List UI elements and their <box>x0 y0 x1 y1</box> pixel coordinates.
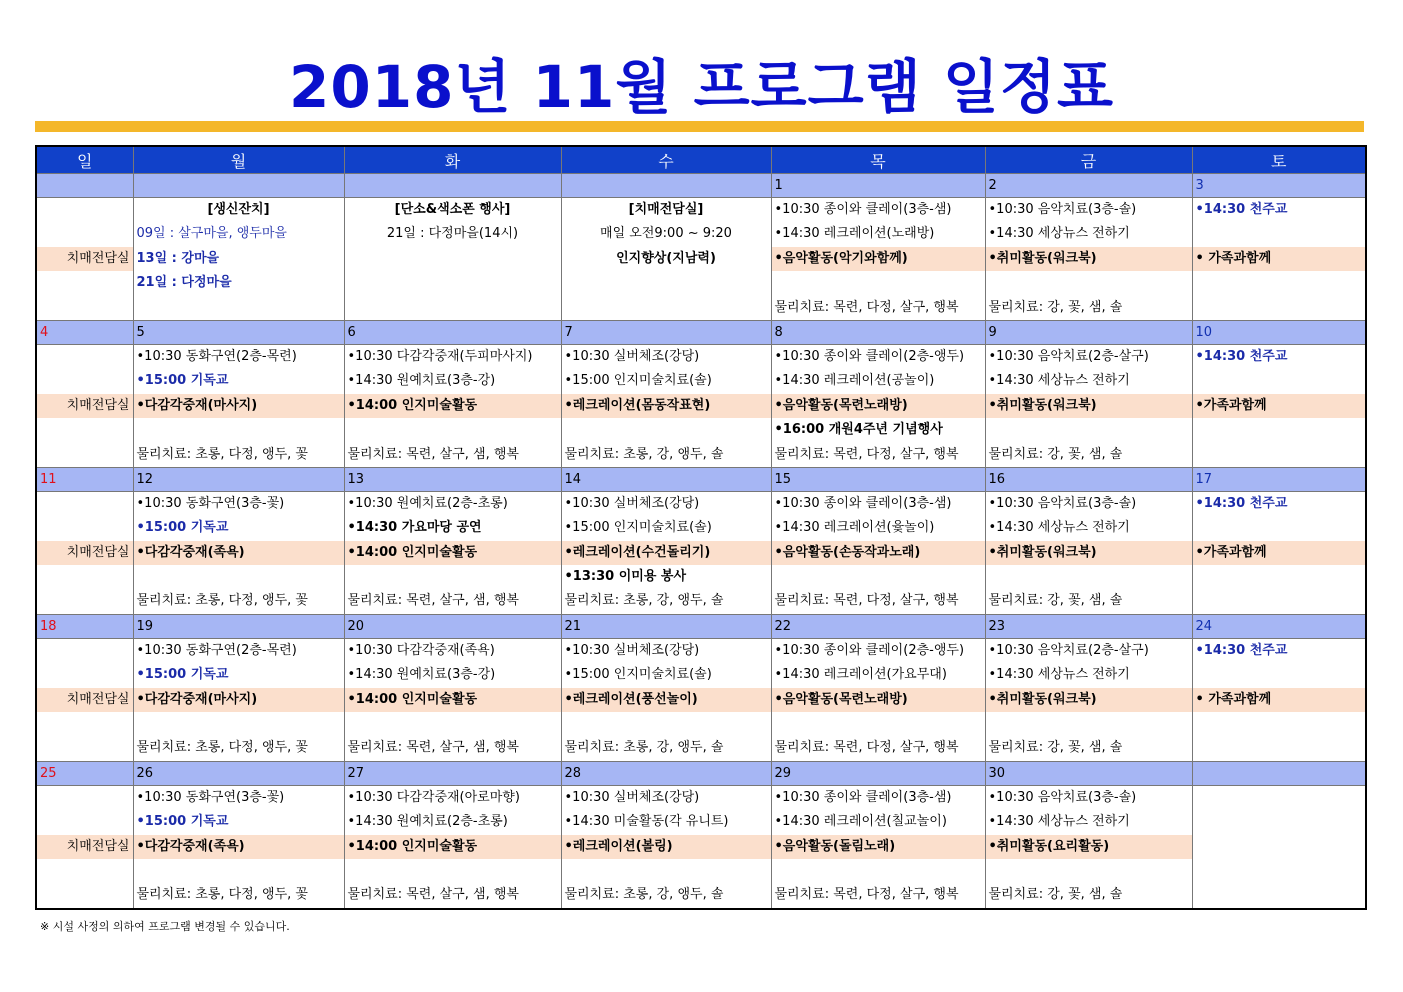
schedule-line <box>1193 736 1366 760</box>
schedule-line <box>1193 516 1366 540</box>
schedule-line: 물리치료: 목련, 살구, 샘, 행복 <box>347 446 519 462</box>
schedule-line: 물리치료: 목련, 다정, 살구, 행복 <box>774 887 959 903</box>
schedule-cell-thu <box>771 638 985 761</box>
schedule-line <box>37 736 133 760</box>
schedule-line: •10:30 종이와 클레이(3층-샘) <box>774 202 952 217</box>
weekday-header-row <box>36 146 1366 174</box>
weekday-thu: 목 <box>771 146 985 174</box>
schedule-line: •10:30 음악치료(2층-살구) <box>988 642 1149 658</box>
schedule-line: •15:00 기독교 <box>136 520 229 536</box>
date-cell-sat <box>1192 761 1366 785</box>
schedule-line: •14:00 인지미술활동 <box>345 394 561 418</box>
schedule-line: •다감각중재(족욕) <box>134 835 344 859</box>
schedule-line <box>562 859 771 883</box>
date-cell-sun: 18 <box>36 614 133 638</box>
schedule-line: 물리치료: 초롱, 다정, 앵두, 꽃 <box>136 740 308 756</box>
schedule-line <box>986 712 1192 736</box>
schedule-cell-thu <box>771 198 985 321</box>
schedule-line: •10:30 음악치료(2층-살구) <box>988 348 1149 364</box>
schedule-line: •14:30 세상뉴스 전하기 <box>988 520 1130 536</box>
schedule-line: • 가족과함께 <box>1193 688 1366 712</box>
schedule-line <box>1193 418 1366 442</box>
schedule-line <box>37 222 133 246</box>
schedule-line <box>772 271 985 295</box>
schedule-cell-wed <box>561 198 771 321</box>
schedule-cell-mon <box>133 785 344 908</box>
schedule-line <box>1193 712 1366 736</box>
sunday-care-label: 치매전담실 <box>37 394 133 418</box>
schedule-line: •14:30 원예치료(3층-강) <box>347 667 496 683</box>
schedule-line <box>1193 443 1366 467</box>
schedule-line <box>986 565 1192 589</box>
schedule-line: •10:30 음악치료(3층-솔) <box>988 495 1137 511</box>
schedule-line: • 가족과함께 <box>1193 247 1366 271</box>
date-cell-mon: 19 <box>133 614 344 638</box>
schedule-cell-sat <box>1192 198 1366 321</box>
schedule-line <box>345 859 561 883</box>
date-cell-mon: 12 <box>133 467 344 491</box>
schedule-cell-sat <box>1192 638 1366 761</box>
schedule-cell-tue <box>344 785 561 908</box>
schedule-cell-fri <box>985 344 1192 467</box>
schedule-cell-mon <box>133 638 344 761</box>
date-row <box>36 761 1366 785</box>
schedule-line: 물리치료: 초롱, 다정, 앵두, 꽃 <box>136 446 308 462</box>
schedule-line: •14:30 천주교 <box>1195 348 1288 364</box>
schedule-line: •14:30 세상뉴스 전하기 <box>988 667 1130 683</box>
schedule-line <box>1193 810 1366 834</box>
schedule-line: 물리치료: 목련, 다정, 살구, 행복 <box>774 740 959 756</box>
date-row <box>36 174 1366 198</box>
schedule-line <box>37 296 133 320</box>
schedule-line <box>134 565 344 589</box>
schedule-line: 물리치료: 강, 꽃, 샘, 솔 <box>988 593 1123 609</box>
date-row <box>36 614 1366 638</box>
date-row <box>36 467 1366 491</box>
schedule-cell-sun <box>36 344 133 467</box>
schedule-line: •15:00 기독교 <box>136 814 229 830</box>
schedule-line: 물리치료: 초롱, 강, 앵두, 솔 <box>564 887 724 903</box>
schedule-cell-fri <box>985 785 1192 908</box>
schedule-line: •10:30 음악치료(3층-솔) <box>988 202 1137 217</box>
schedule-line: •14:30 레크레이션(노래방) <box>774 226 935 242</box>
schedule-line: 물리치료: 목련, 살구, 샘, 행복 <box>347 593 519 609</box>
schedule-line <box>37 345 133 369</box>
schedule-line: •10:30 종이와 클레이(3층-샘) <box>774 789 952 805</box>
schedule-line: 물리치료: 초롱, 다정, 앵두, 꽃 <box>136 887 308 903</box>
schedule-line: [치매전담실] <box>628 202 704 217</box>
schedule-line: •가족과함께 <box>1193 394 1366 418</box>
date-cell-fri: 9 <box>985 320 1192 344</box>
schedule-line: •15:00 인지미술치료(솔) <box>564 667 712 683</box>
schedule-cell-wed <box>561 344 771 467</box>
schedule-line: 물리치료: 목련, 살구, 샘, 행복 <box>347 887 519 903</box>
schedule-line: [생신잔치] <box>207 202 270 217</box>
schedule-line <box>37 369 133 393</box>
sunday-care-label: 치매전담실 <box>37 541 133 565</box>
date-cell-sun: 11 <box>36 467 133 491</box>
schedule-line <box>37 712 133 736</box>
schedule-line <box>37 786 133 810</box>
schedule-line: 물리치료: 강, 꽃, 샘, 솔 <box>988 299 1123 315</box>
schedule-line <box>772 565 985 589</box>
schedule-line: 물리치료: 강, 꽃, 샘, 솔 <box>988 446 1123 462</box>
schedule-line: 물리치료: 초롱, 다정, 앵두, 꽃 <box>136 593 308 609</box>
schedule-line: •14:00 인지미술활동 <box>345 835 561 859</box>
schedule-line <box>1193 222 1366 246</box>
schedule-line: •14:30 레크레이션(공놀이) <box>774 373 935 389</box>
schedule-line <box>1193 859 1366 883</box>
schedule-line: 물리치료: 목련, 다정, 살구, 행복 <box>774 593 959 609</box>
date-cell-thu: 29 <box>771 761 985 785</box>
schedule-cell-sat <box>1192 785 1366 908</box>
date-cell-wed: 7 <box>561 320 771 344</box>
schedule-line: •16:00 개원4주년 기념행사 <box>774 422 943 438</box>
date-cell-fri: 16 <box>985 467 1192 491</box>
date-cell-mon: 5 <box>133 320 344 344</box>
schedule-line: •다감각중재(족욕) <box>134 541 344 565</box>
schedule-line: 21일 : 다정마을 <box>136 275 232 291</box>
schedule-line: •14:30 세상뉴스 전하기 <box>988 373 1130 389</box>
schedule-line <box>37 271 133 295</box>
date-cell-sun: 4 <box>36 320 133 344</box>
date-cell-sat: 3 <box>1192 174 1366 198</box>
schedule-line <box>986 859 1192 883</box>
schedule-line: •음악활동(돌림노래) <box>772 835 985 859</box>
date-row <box>36 320 1366 344</box>
schedule-line <box>37 810 133 834</box>
schedule-line <box>345 418 561 442</box>
weekday-wed: 수 <box>561 146 771 174</box>
schedule-line: •14:30 원예치료(3층-강) <box>347 373 496 389</box>
schedule-line: 매일 오전9:00 ~ 9:20 <box>600 226 732 242</box>
schedule-line: •10:30 실버체조(강당) <box>564 789 700 805</box>
schedule-line <box>345 565 561 589</box>
schedule-line: 물리치료: 강, 꽃, 샘, 솔 <box>988 887 1123 903</box>
schedule-line <box>345 296 561 320</box>
date-cell-fri: 2 <box>985 174 1192 198</box>
date-cell-tue: 6 <box>344 320 561 344</box>
date-cell-wed: 21 <box>561 614 771 638</box>
schedule-row <box>36 198 1366 321</box>
weekday-mon: 월 <box>133 146 344 174</box>
schedule-line: •10:30 음악치료(3층-솔) <box>988 789 1137 805</box>
date-cell-sun: 25 <box>36 761 133 785</box>
schedule-line <box>134 418 344 442</box>
schedule-line <box>1193 663 1366 687</box>
schedule-line: •14:30 천주교 <box>1195 495 1288 511</box>
schedule-line <box>134 712 344 736</box>
schedule-row <box>36 638 1366 761</box>
schedule-cell-tue <box>344 491 561 614</box>
date-cell-wed: 14 <box>561 467 771 491</box>
schedule-line <box>345 247 561 271</box>
schedule-line: •10:30 종이와 클레이(2층-앵두) <box>774 348 965 364</box>
schedule-line: •14:00 인지미술활동 <box>345 541 561 565</box>
schedule-line: •10:30 종이와 클레이(3층-샘) <box>774 495 952 511</box>
page-title: 2018년 11월 프로그램 일정표 <box>289 53 1114 121</box>
schedule-line: •14:30 천주교 <box>1195 642 1288 658</box>
schedule-line <box>1193 565 1366 589</box>
sunday-care-label: 치매전담실 <box>37 688 133 712</box>
schedule-line <box>37 589 133 613</box>
schedule-line: •음악활동(목련노래방) <box>772 688 985 712</box>
weekday-tue: 화 <box>344 146 561 174</box>
schedule-line: •14:30 천주교 <box>1195 202 1288 217</box>
schedule-cell-thu <box>771 344 985 467</box>
schedule-line: •다감각중재(마사지) <box>134 688 344 712</box>
schedule-cell-sun <box>36 785 133 908</box>
date-cell-tue: 20 <box>344 614 561 638</box>
calendar-table <box>35 145 1367 910</box>
schedule-line <box>772 712 985 736</box>
schedule-line: •10:30 동화구연(2층-목련) <box>136 348 297 364</box>
schedule-line: •취미활동(워크북) <box>986 541 1192 565</box>
schedule-line: •10:30 실버체조(강당) <box>564 348 700 364</box>
schedule-line: •음악활동(악기와함께) <box>772 247 985 271</box>
schedule-line: •14:30 세상뉴스 전하기 <box>988 814 1130 830</box>
schedule-line: •14:30 미술활동(각 유니트) <box>564 814 729 830</box>
schedule-cell-tue <box>344 638 561 761</box>
schedule-line: •15:00 기독교 <box>136 373 229 389</box>
schedule-line: •10:30 원예치료(2층-초롱) <box>347 495 508 511</box>
schedule-line: •레크레이션(볼링) <box>562 835 771 859</box>
schedule-line <box>37 663 133 687</box>
schedule-row <box>36 785 1366 908</box>
schedule-line: •15:00 인지미술치료(솔) <box>564 520 712 536</box>
schedule-cell-mon <box>133 344 344 467</box>
schedule-line: •10:30 동화구연(3층-꽃) <box>136 495 285 511</box>
schedule-line: •취미활동(워크북) <box>986 394 1192 418</box>
schedule-line <box>986 271 1192 295</box>
date-cell-wed <box>561 174 771 198</box>
schedule-line <box>772 859 985 883</box>
schedule-line: 물리치료: 강, 꽃, 샘, 솔 <box>988 740 1123 756</box>
date-cell-tue <box>344 174 561 198</box>
schedule-cell-sun <box>36 638 133 761</box>
schedule-line: •레크레이션(몸동작표현) <box>562 394 771 418</box>
schedule-cell-wed <box>561 491 771 614</box>
schedule-line: •취미활동(워크북) <box>986 688 1192 712</box>
schedule-line: •15:00 인지미술치료(솔) <box>564 373 712 389</box>
schedule-line: 물리치료: 목련, 다정, 살구, 행복 <box>774 446 959 462</box>
schedule-row <box>36 491 1366 614</box>
schedule-line: •10:30 다감각중재(아로마향) <box>347 789 520 805</box>
schedule-line <box>1193 835 1366 859</box>
schedule-line: •15:00 기독교 <box>136 667 229 683</box>
schedule-row <box>36 344 1366 467</box>
date-cell-sat: 17 <box>1192 467 1366 491</box>
schedule-line <box>345 271 561 295</box>
schedule-line: 21일 : 다정마을(14시) <box>386 226 519 242</box>
schedule-line <box>37 198 133 222</box>
schedule-line: •음악활동(목련노래방) <box>772 394 985 418</box>
schedule-line: •취미활동(워크북) <box>986 247 1192 271</box>
schedule-line <box>562 712 771 736</box>
date-cell-sat: 24 <box>1192 614 1366 638</box>
schedule-line <box>37 859 133 883</box>
schedule-line: •10:30 동화구연(2층-목련) <box>136 642 297 658</box>
schedule-line <box>1193 883 1366 907</box>
schedule-line: •14:30 레크레이션(윷놀이) <box>774 520 935 536</box>
schedule-line <box>37 639 133 663</box>
schedule-line <box>37 492 133 516</box>
schedule-line <box>1193 369 1366 393</box>
schedule-line <box>134 859 344 883</box>
schedule-cell-sat <box>1192 491 1366 614</box>
schedule-line: 물리치료: 목련, 살구, 샘, 행복 <box>347 740 519 756</box>
schedule-line: •14:30 레크레이션(칠교놀이) <box>774 814 947 830</box>
schedule-line <box>1193 786 1366 810</box>
schedule-line <box>1193 296 1366 320</box>
schedule-line: •10:30 다감각중재(두피마사지) <box>347 348 533 364</box>
schedule-line: •14:30 가요마당 공연 <box>347 520 482 536</box>
schedule-cell-wed <box>561 785 771 908</box>
schedule-line <box>345 712 561 736</box>
schedule-line <box>1193 271 1366 295</box>
weekday-sat: 토 <box>1192 146 1366 174</box>
schedule-line <box>37 565 133 589</box>
date-cell-thu: 15 <box>771 467 985 491</box>
schedule-line <box>562 271 771 295</box>
date-cell-mon <box>133 174 344 198</box>
schedule-line: •10:30 실버체조(강당) <box>564 495 700 511</box>
sunday-care-label: 치매전담실 <box>37 247 133 271</box>
schedule-line: •13:30 이미용 봉사 <box>564 569 687 585</box>
date-cell-tue: 13 <box>344 467 561 491</box>
schedule-cell-sat <box>1192 344 1366 467</box>
schedule-cell-fri <box>985 198 1192 321</box>
schedule-line <box>562 296 771 320</box>
date-cell-wed: 28 <box>561 761 771 785</box>
schedule-cell-mon <box>133 491 344 614</box>
schedule-line: •레크레이션(수건돌리기) <box>562 541 771 565</box>
date-cell-thu: 1 <box>771 174 985 198</box>
sunday-care-label: 치매전담실 <box>37 835 133 859</box>
schedule-cell-tue <box>344 344 561 467</box>
schedule-line: •14:30 레크레이션(가요무대) <box>774 667 947 683</box>
schedule-line <box>134 296 344 320</box>
date-cell-fri: 30 <box>985 761 1192 785</box>
date-cell-tue: 27 <box>344 761 561 785</box>
schedule-line: •취미활동(요리활동) <box>986 835 1192 859</box>
date-cell-thu: 8 <box>771 320 985 344</box>
schedule-line: •14:00 인지미술활동 <box>345 688 561 712</box>
schedule-line: •음악활동(손동작과노래) <box>772 541 985 565</box>
date-cell-mon: 26 <box>133 761 344 785</box>
schedule-line: 09일 : 살구마을, 앵두마을 <box>136 226 287 242</box>
schedule-line: •가족과함께 <box>1193 541 1366 565</box>
schedule-line: 물리치료: 초롱, 강, 앵두, 솔 <box>564 593 724 609</box>
schedule-cell-fri <box>985 638 1192 761</box>
schedule-line <box>562 418 771 442</box>
schedule-line <box>1193 589 1366 613</box>
schedule-line: •10:30 종이와 클레이(2층-앵두) <box>774 642 965 658</box>
schedule-line: •10:30 동화구연(3층-꽃) <box>136 789 285 805</box>
date-cell-fri: 23 <box>985 614 1192 638</box>
schedule-line: •14:30 세상뉴스 전하기 <box>988 226 1130 242</box>
schedule-line: 인지향상(지남력) <box>616 250 716 266</box>
footnote: ※ 시설 사정의 의하여 프로그램 변경될 수 있습니다. <box>40 920 290 933</box>
schedule-line <box>37 443 133 467</box>
schedule-cell-tue <box>344 198 561 321</box>
schedule-cell-mon <box>133 198 344 321</box>
schedule-line: •레크레이션(풍선놀이) <box>562 688 771 712</box>
schedule-line: 물리치료: 목련, 다정, 살구, 행복 <box>774 299 959 315</box>
date-cell-sat: 10 <box>1192 320 1366 344</box>
schedule-cell-sun <box>36 491 133 614</box>
date-cell-sun <box>36 174 133 198</box>
schedule-cell-thu <box>771 785 985 908</box>
weekday-sun: 일 <box>36 146 133 174</box>
schedule-cell-thu <box>771 491 985 614</box>
schedule-line: •14:30 원예치료(2층-초롱) <box>347 814 508 830</box>
schedule-cell-sun <box>36 198 133 321</box>
schedule-line <box>986 418 1192 442</box>
schedule-cell-fri <box>985 491 1192 614</box>
schedule-line <box>37 516 133 540</box>
schedule-line: [단소&색소폰 행사] <box>394 202 511 217</box>
schedule-line: •10:30 실버체조(강당) <box>564 642 700 658</box>
title-underline-bar <box>35 121 1364 132</box>
schedule-line: •다감각중재(마사지) <box>134 394 344 418</box>
schedule-line: 물리치료: 초롱, 강, 앵두, 솔 <box>564 446 724 462</box>
schedule-line: •10:30 다감각중재(족욕) <box>347 642 495 658</box>
schedule-cell-wed <box>561 638 771 761</box>
weekday-fri: 금 <box>985 146 1192 174</box>
schedule-line <box>37 883 133 907</box>
date-cell-thu: 22 <box>771 614 985 638</box>
schedule-line: 13일 : 강마을 <box>136 250 220 266</box>
schedule-line <box>37 418 133 442</box>
schedule-line: 물리치료: 초롱, 강, 앵두, 솔 <box>564 740 724 756</box>
